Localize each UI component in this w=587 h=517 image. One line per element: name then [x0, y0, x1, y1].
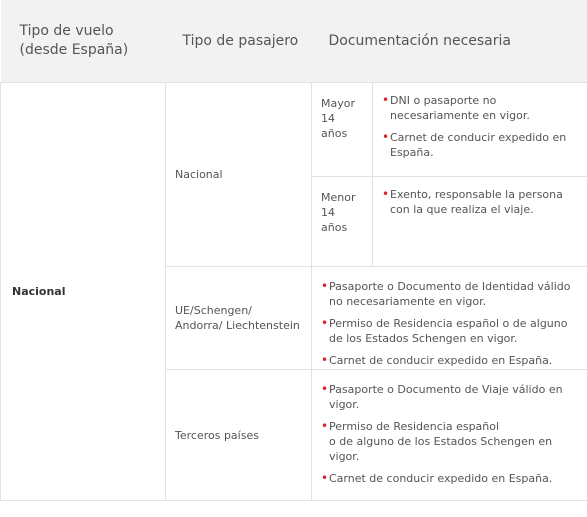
header-flight-type-line2: (desde España)	[19, 42, 129, 58]
documents-terceros	[312, 370, 587, 501]
header-documentation: Documentación necesaria	[312, 0, 587, 83]
documents-ue-schengen	[312, 267, 587, 370]
passenger-type-terceros: Terceros países	[166, 370, 312, 501]
passenger-type-nacional: Nacional	[166, 83, 312, 267]
passenger-type-ue-line1: UE/Schengen/	[175, 304, 252, 317]
list-item: • Carnet de conducir expedido en España.	[382, 130, 581, 160]
list-item-line: o de alguno de los Estados Schengen en vigor.	[329, 435, 553, 463]
header-flight-type-line1: Tipo de vuelo	[19, 23, 114, 39]
age-menor-line1: Menor	[321, 191, 356, 204]
header-passenger-type: Tipo de pasajero	[166, 0, 312, 83]
list-item	[321, 419, 581, 464]
list-item: • DNI o pasaporte no necesariamente en vigor.	[382, 93, 581, 123]
age-group-menor	[312, 177, 373, 267]
header-flight-type	[1, 0, 166, 83]
documents-nacional-menor	[373, 177, 587, 267]
list-item: • Pasaporte o Documento de Viaje válido en vigor.	[321, 382, 581, 412]
age-mayor-line1: Mayor	[321, 97, 355, 110]
passenger-type-ue-line2: Andorra/ Liechtenstein	[175, 319, 300, 332]
table-row	[1, 83, 587, 177]
age-menor-line2: 14	[321, 206, 335, 219]
passenger-type-ue-schengen	[166, 267, 312, 370]
table-header-row	[1, 0, 587, 83]
list-item: • Exento, responsable la persona con la que realiza el viaje.	[382, 187, 581, 217]
flight-type-cell: Nacional	[1, 83, 166, 501]
age-mayor-line2: 14	[321, 112, 335, 125]
documents-nacional-mayor	[373, 83, 587, 177]
list-item: • Carnet de conducir expedido en España.	[321, 353, 581, 368]
age-menor-line3: años	[321, 221, 348, 234]
list-item: • Permiso de Residencia español o de alguno de los Estados Schengen en vigor.	[321, 316, 581, 346]
list-item: • Carnet de conducir expedido en España.	[321, 471, 581, 486]
list-item: • Pasaporte o Documento de Identidad válido no necesariamente en vigor.	[321, 279, 581, 309]
age-mayor-line3: años	[321, 127, 348, 140]
age-group-mayor	[312, 83, 373, 177]
list-item-line: Permiso de Residencia español	[329, 420, 500, 433]
